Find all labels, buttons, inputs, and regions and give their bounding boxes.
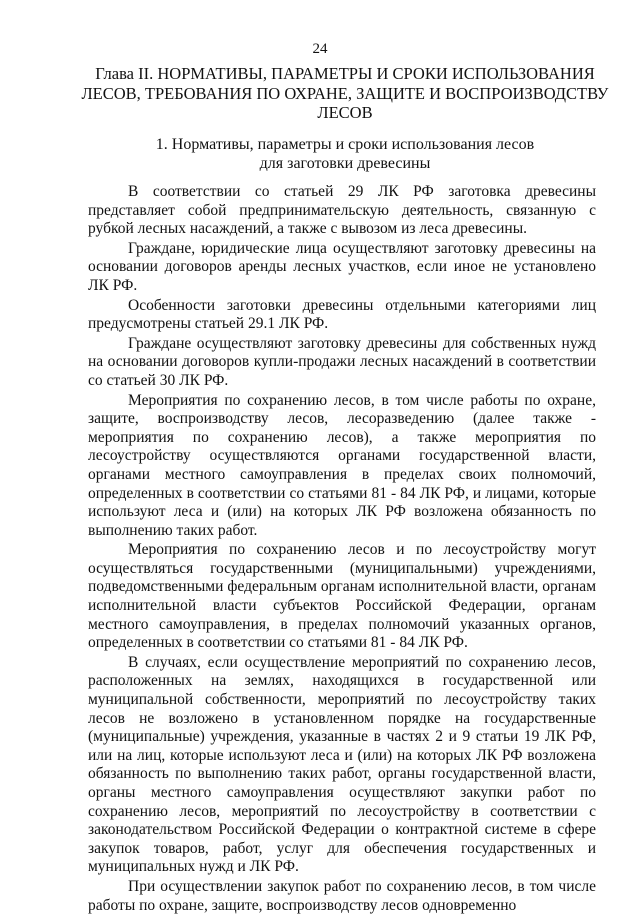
- chapter-title: [80, 64, 610, 123]
- paragraph: Особенности заготовки древесины отдельными категориями лиц предусмотрены статьей 29.1 ЛК РФ.: [88, 296, 596, 333]
- chapter-title-line: Глава II. НОРМАТИВЫ, ПАРАМЕТРЫ И СРОКИ ИСПОЛЬЗОВАНИЯ: [95, 64, 595, 83]
- section-title-line: для заготовки древесины: [259, 154, 431, 172]
- section-title: [80, 136, 610, 173]
- paragraph: В соответствии со статьей 29 ЛК РФ заготовка древесины представляет собой предпринимательскую деятельность, связанную с рубкой лесных насаждений, а также с вывозом из леса древесины.: [88, 183, 596, 238]
- section-title-line: 1. Нормативы, параметры и сроки использования лесов: [155, 136, 535, 153]
- chapter-title-line: ЛЕСОВ, ТРЕБОВАНИЯ ПО ОХРАНЕ, ЗАЩИТЕ И ВОСПРОИЗВОДСТВУ: [81, 83, 609, 103]
- paragraph: В случаях, если осуществление мероприятий по сохранению лесов, расположенных на землях, находящихся в государственной или муниципальной собственности, мероприятий по лесоустройству таких лесов не возложено в установленном порядке на государственные (муниципальные) учреждения, указанные в частях 2 и 9 статьи 19 ЛК РФ, или на лиц, которые используют леса и (или) на которых ЛК РФ возложена обязанность по выполнению таких работ, органы государственной власти, органы местного самоуправления осуществляют закупки работ по сохранению лесов, мероприятий по лесоустройству в соответствии с законодательством Российской Федерации о контрактной системе в сфере закупок товаров, работ, услуг для обеспечения государственных и муниципальных нужд и ЛК РФ.: [88, 653, 596, 876]
- page-number: 24: [312, 41, 328, 57]
- body-text: [88, 183, 596, 916]
- paragraph: Мероприятия по сохранению лесов, в том числе работы по охране, защите, воспроизводству лесов, лесоразведению (далее также - мероприятия по сохранению лесов), а также мероприятия по лесоустройству осуществляются органами государственной власти, органами местного самоуправления в пределах своих полномочий, определенных в соответствии со статьями 81 - 84 ЛК РФ, и лицами, которые используют леса и (или) на которых ЛК РФ возложена обязанность по выполнению таких работ.: [88, 391, 596, 539]
- paragraph: При осуществлении закупок работ по сохранению лесов, в том числе работы по охране, защите, воспроизводству лесов одновременно: [88, 877, 596, 914]
- paragraph: Граждане осуществляют заготовку древесины для собственных нужд на основании договоров купли-продажи лесных насаждений в соответствии со статьей 30 ЛК РФ.: [88, 334, 596, 389]
- paragraph: Мероприятия по сохранению лесов и по лесоустройству могут осуществляться государственными (муниципальными) учреждениями, подведомственными федеральным органам исполнительной власти, органам исполнительной власти субъектов Российской Федерации, органам местного самоуправления, в пределах полномочий указанных органов, определенных в соответствии со статьями 81 - 84 ЛК РФ.: [88, 541, 596, 652]
- chapter-title-line: ЛЕСОВ: [317, 103, 373, 122]
- paragraph: Граждане, юридические лица осуществляют заготовку древесины на основании договоров аренды лесных участков, если иное не установлено ЛК РФ.: [88, 239, 596, 294]
